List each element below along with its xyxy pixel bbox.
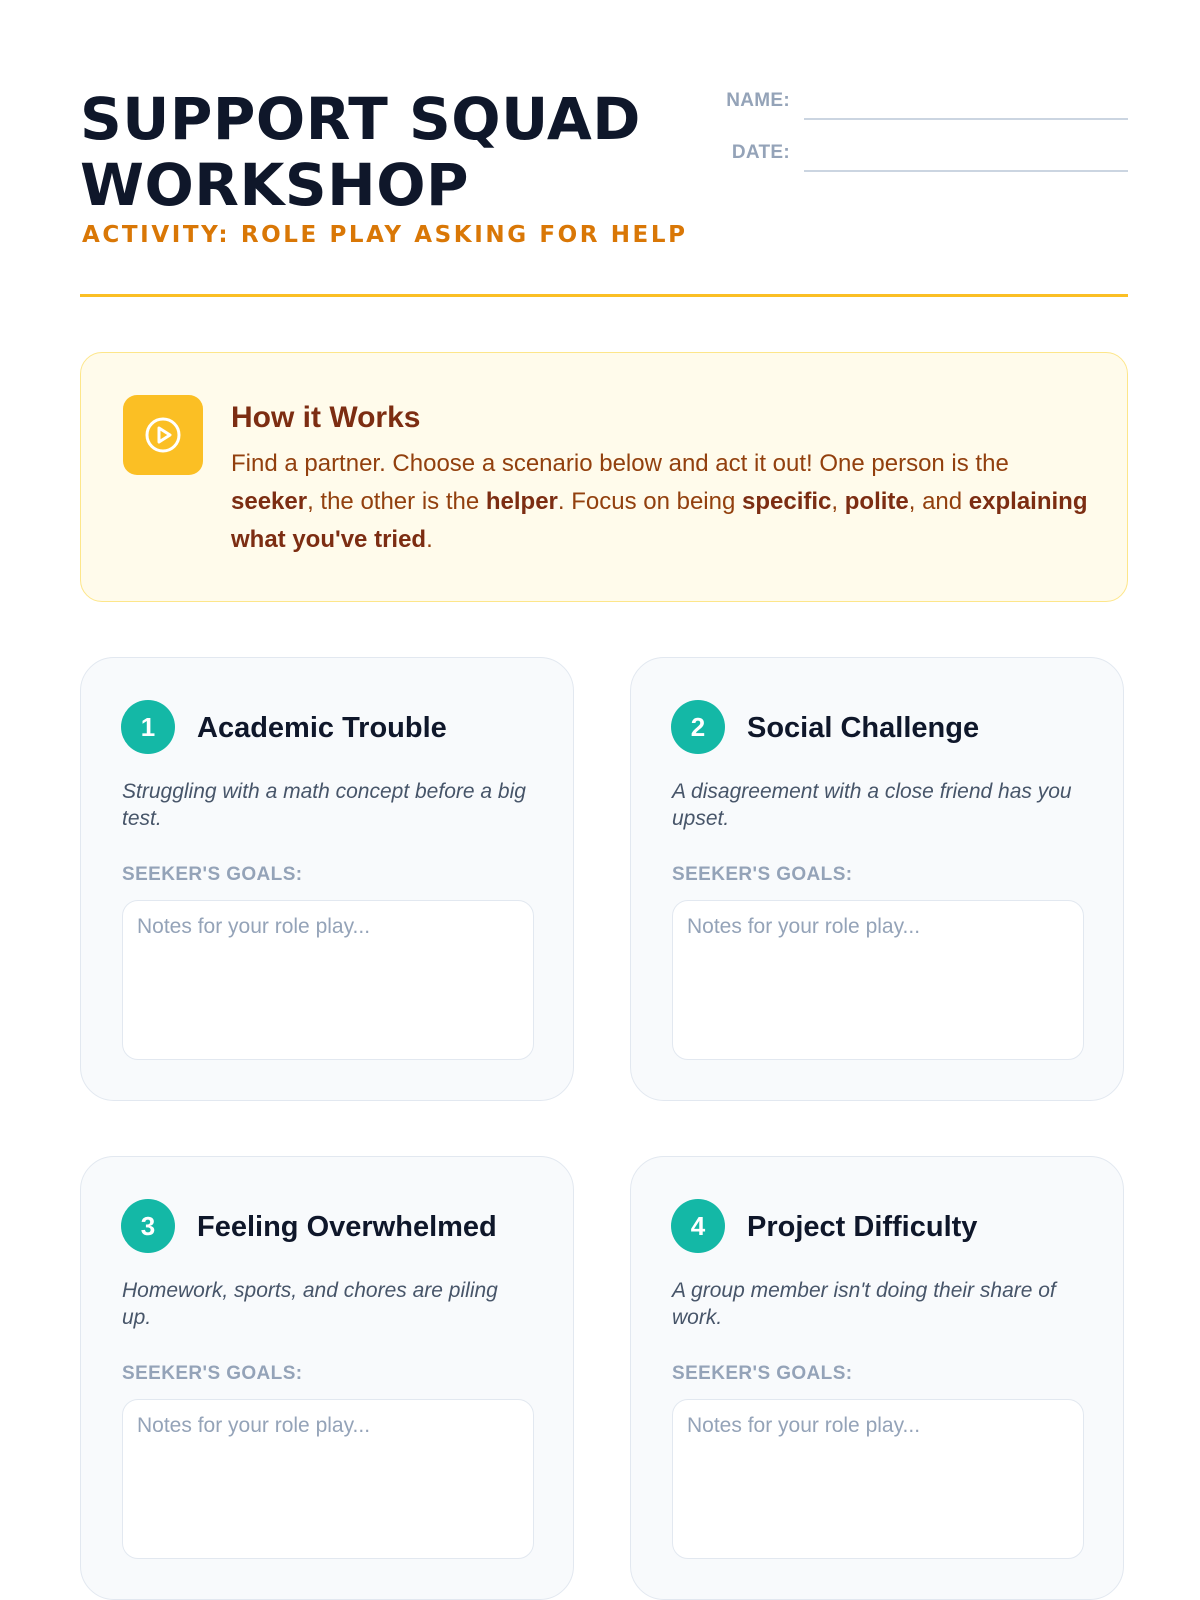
role-play-notes-input[interactable] <box>122 1399 534 1559</box>
scenario-card-3 <box>80 1156 574 1600</box>
how-it-works-box <box>80 352 1128 602</box>
scenario-number-badge: 3 <box>121 1199 175 1253</box>
seekers-goals-label: SEEKER'S GOALS: <box>672 1363 853 1384</box>
role-play-notes-input[interactable] <box>672 900 1084 1060</box>
activity-subtitle: ACTIVITY: ROLE PLAY ASKING FOR HELP <box>82 222 688 248</box>
how-it-works-title: How it Works <box>231 401 421 434</box>
scenario-card-4 <box>630 1156 1124 1600</box>
keyword-specific: specific <box>742 488 832 515</box>
scenario-number-badge: 4 <box>671 1199 725 1253</box>
title-line-2: WORKSHOP <box>80 151 470 219</box>
how-it-works-text <box>231 445 1091 559</box>
scenario-description: A group member isn't doing their share of work. <box>672 1279 1056 1329</box>
keyword-polite: polite <box>844 488 909 515</box>
date-label: DATE: <box>731 142 790 163</box>
info-text-part: . <box>426 526 433 553</box>
scenario-title: Feeling Overwhelmed <box>197 1211 497 1243</box>
scenario-card-1 <box>80 657 574 1101</box>
scenario-description: A disagreement with a close friend has you upset. <box>672 780 1072 830</box>
scenario-number-badge: 1 <box>121 700 175 754</box>
info-text-part: , the other is the <box>307 488 486 515</box>
seekers-goals-label: SEEKER'S GOALS: <box>122 1363 303 1384</box>
info-text-part: . Focus on being <box>557 488 743 515</box>
info-text-part: Find a partner. Choose a scenario below and act it out! One person is the <box>231 450 1009 477</box>
scenario-title: Academic Trouble <box>197 712 447 744</box>
play-circle-icon <box>123 395 203 475</box>
name-label: NAME: <box>726 90 790 111</box>
name-field[interactable] <box>804 86 1128 120</box>
info-text-part: , <box>831 488 845 515</box>
name-row <box>700 86 1128 120</box>
scenario-description: Homework, sports, and chores are piling up. <box>122 1279 498 1329</box>
date-row <box>700 138 1128 172</box>
scenario-title: Social Challenge <box>747 712 980 744</box>
header-divider <box>80 294 1128 297</box>
role-play-notes-input[interactable] <box>122 900 534 1060</box>
scenario-card-2 <box>630 657 1124 1101</box>
page-title <box>80 86 680 218</box>
role-play-notes-input[interactable] <box>672 1399 1084 1559</box>
keyword-explaining: explaining what you've tried <box>231 488 1088 553</box>
date-field[interactable] <box>804 138 1128 172</box>
seekers-goals-label: SEEKER'S GOALS: <box>122 864 303 885</box>
scenario-title: Project Difficulty <box>747 1211 978 1243</box>
keyword-helper: helper <box>485 488 558 515</box>
keyword-seeker: seeker <box>231 488 308 515</box>
title-line-1: SUPPORT SQUAD <box>80 85 641 153</box>
seekers-goals-label: SEEKER'S GOALS: <box>672 864 853 885</box>
scenario-description: Struggling with a math concept before a big test. <box>122 780 526 830</box>
scenario-number-badge: 2 <box>671 700 725 754</box>
info-text-part: , and <box>908 488 969 515</box>
